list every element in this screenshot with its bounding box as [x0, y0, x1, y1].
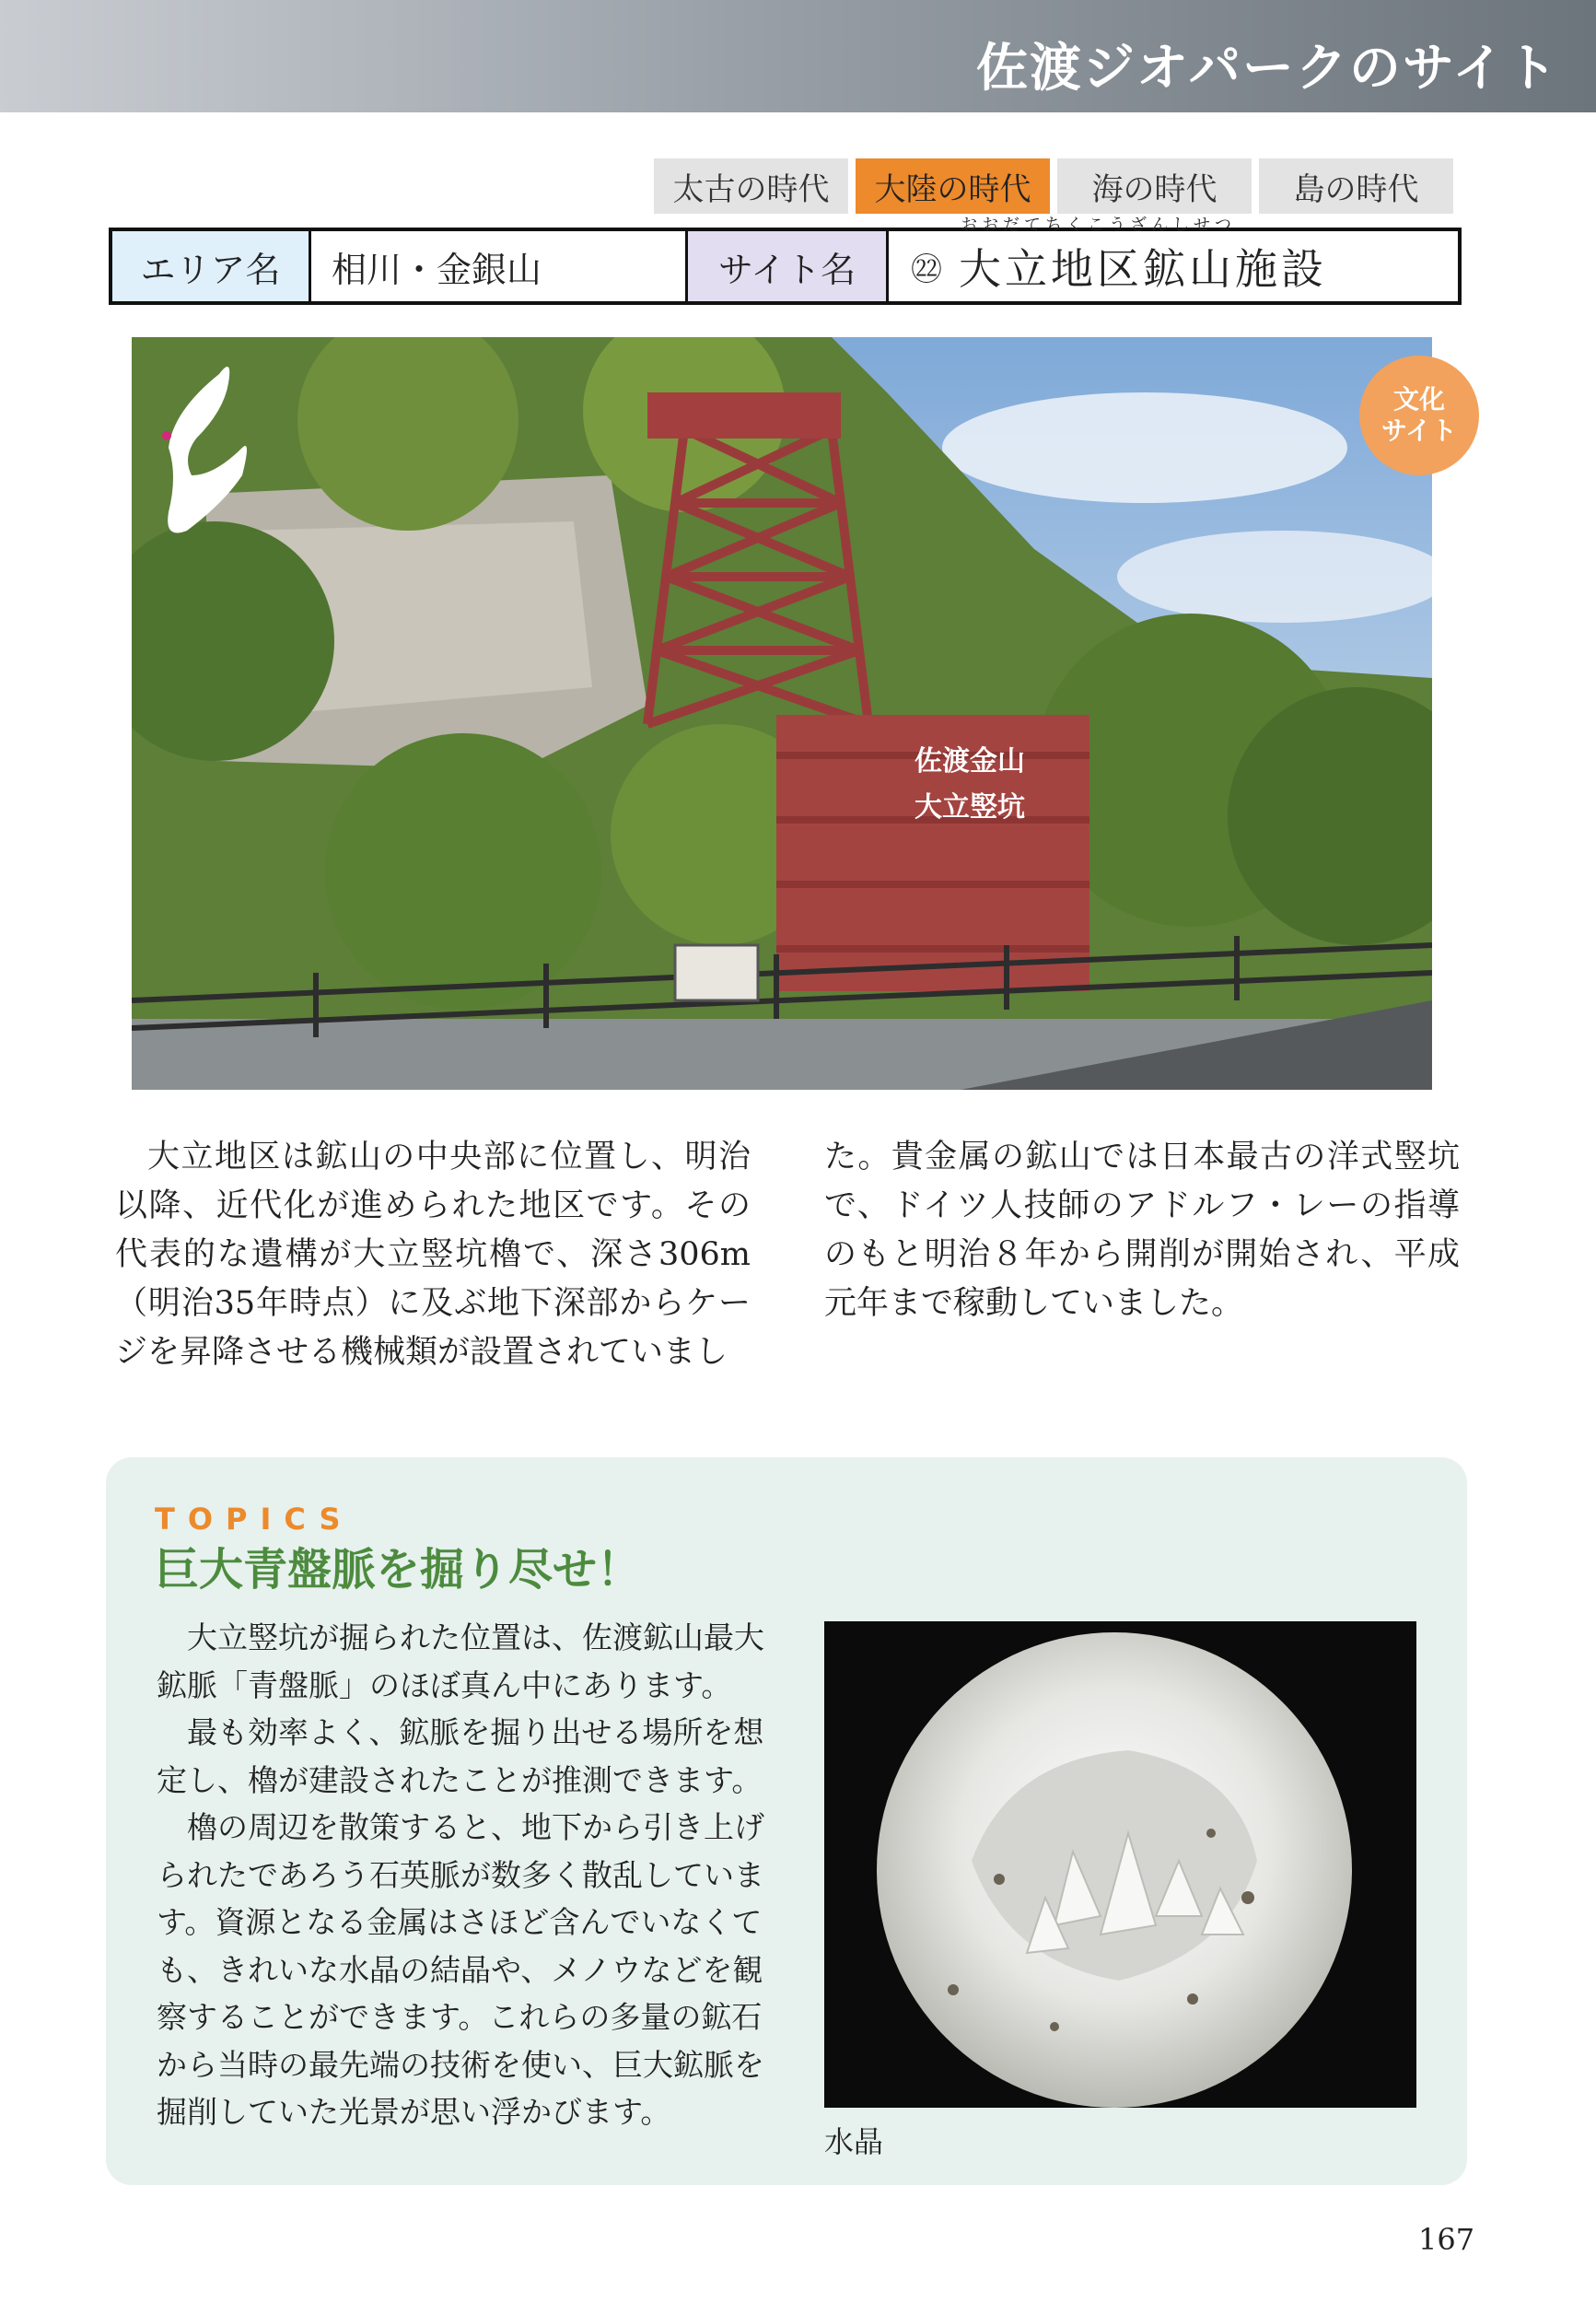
- area-label: エリア名: [112, 231, 311, 301]
- site-info-table: [109, 216, 1462, 305]
- page-number: 167: [1418, 2222, 1475, 2257]
- area-value: 相川・金銀山: [311, 231, 688, 301]
- crystal-caption: 水晶: [824, 2124, 884, 2159]
- topics-paragraph: 大立竪坑が掘られた位置は、佐渡鉱山最大鉱脈「青盤脈」のほぼ真ん中にあります。: [157, 1619, 764, 1703]
- era-tab-island: 島の時代: [1259, 158, 1453, 214]
- topics-text: [157, 1614, 764, 2136]
- topics-title: 巨大青盤脈を掘り尽せ！: [155, 1544, 642, 1596]
- site-name-wrap: [959, 216, 1327, 297]
- site-name-ruby: おおだてちくこうざんしせつ: [961, 216, 1236, 235]
- era-tab-continent: 大陸の時代: [856, 158, 1050, 214]
- tower-sign-line2: 大立竪坑: [914, 791, 1025, 824]
- topics-paragraph: 櫓の周辺を散策すると、地下から引き上げられたであろう石英脈が数多く散乱しています。資源となる金属はさほど含んでいなくても、きれいな水晶の結晶や、メノウなどを観察することができます。これらの多量の鉱石から当時の最先端の技術を使い、巨大鉱脈を掘削していた光景が思い浮かびます。: [157, 1809, 764, 2130]
- site-number: ㉒: [911, 251, 942, 288]
- site-label: サイト名: [688, 231, 889, 301]
- culture-site-badge: 文化 サイト: [1359, 356, 1479, 475]
- site-name: 大立地区鉱山施設: [959, 244, 1327, 294]
- body-text-right: た。貴金属の鉱山では日本最古の洋式竪坑で、ドイツ人技師のアドルフ・レーの指導のもと明治８年から開削が開始され、平成元年まで稼動していました。: [824, 1139, 1460, 1322]
- body-text-left: 大立地区は鉱山の中央部に位置し、明治以降、近代化が進められた地区です。その代表的な遺構が大立竪坑櫓で、深さ306m（明治35年時点）に及ぶ地下深部からケージを昇降させる機械類が設置されていまし: [115, 1139, 751, 1371]
- site-value: [889, 216, 1458, 301]
- topics-paragraph: 最も効率よく、鉱脈を掘り出せる場所を想定し、櫓が建設されたことが推測できます。: [157, 1714, 764, 1798]
- main-photo: [132, 337, 1432, 1090]
- tower-sign-line1: 佐渡金山: [914, 745, 1025, 777]
- page-title: 佐渡ジオパークのサイト: [976, 38, 1559, 99]
- mine-tower-illustration: [132, 337, 1432, 1090]
- crystal-illustration: [824, 1621, 1416, 2108]
- era-tab-sea: 海の時代: [1057, 158, 1252, 214]
- topics-label: TOPICS: [155, 1502, 354, 1537]
- era-tab-ancient: 太古の時代: [654, 158, 848, 214]
- era-tabs: [654, 158, 1453, 214]
- crystal-photo: [824, 1621, 1416, 2108]
- header-band: [0, 0, 1596, 112]
